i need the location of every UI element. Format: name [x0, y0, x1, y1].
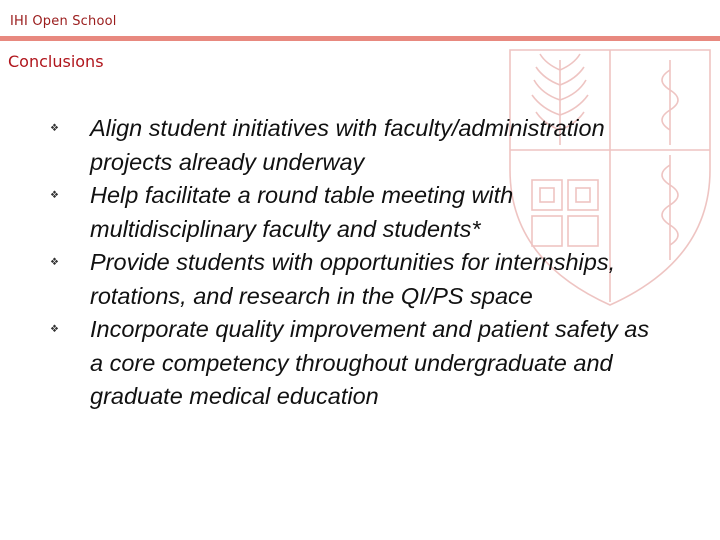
bullet-text: Align student initiatives with faculty/administration projects already underway — [90, 115, 605, 175]
list-item — [50, 246, 650, 313]
diamond-bullet-icon: ❖ — [50, 190, 59, 201]
diamond-bullet-icon: ❖ — [50, 324, 59, 335]
list-item — [50, 112, 650, 179]
org-label: IHI Open School — [10, 14, 117, 29]
conclusions-list — [50, 112, 650, 414]
diamond-bullet-icon: ❖ — [50, 123, 59, 134]
slide-title: Conclusions — [8, 52, 104, 71]
bullet-text: Provide students with opportunities for internships, rotations, and research in the QI/PS space — [90, 249, 616, 309]
list-item — [50, 313, 650, 414]
list-item — [50, 179, 650, 246]
bullet-text: Incorporate quality improvement and patient safety as a core competency throughout undergraduate and graduate medical education — [90, 316, 650, 409]
diamond-bullet-icon: ❖ — [50, 257, 59, 268]
bullet-text: Help facilitate a round table meeting with multidisciplinary faculty and students* — [90, 182, 514, 242]
